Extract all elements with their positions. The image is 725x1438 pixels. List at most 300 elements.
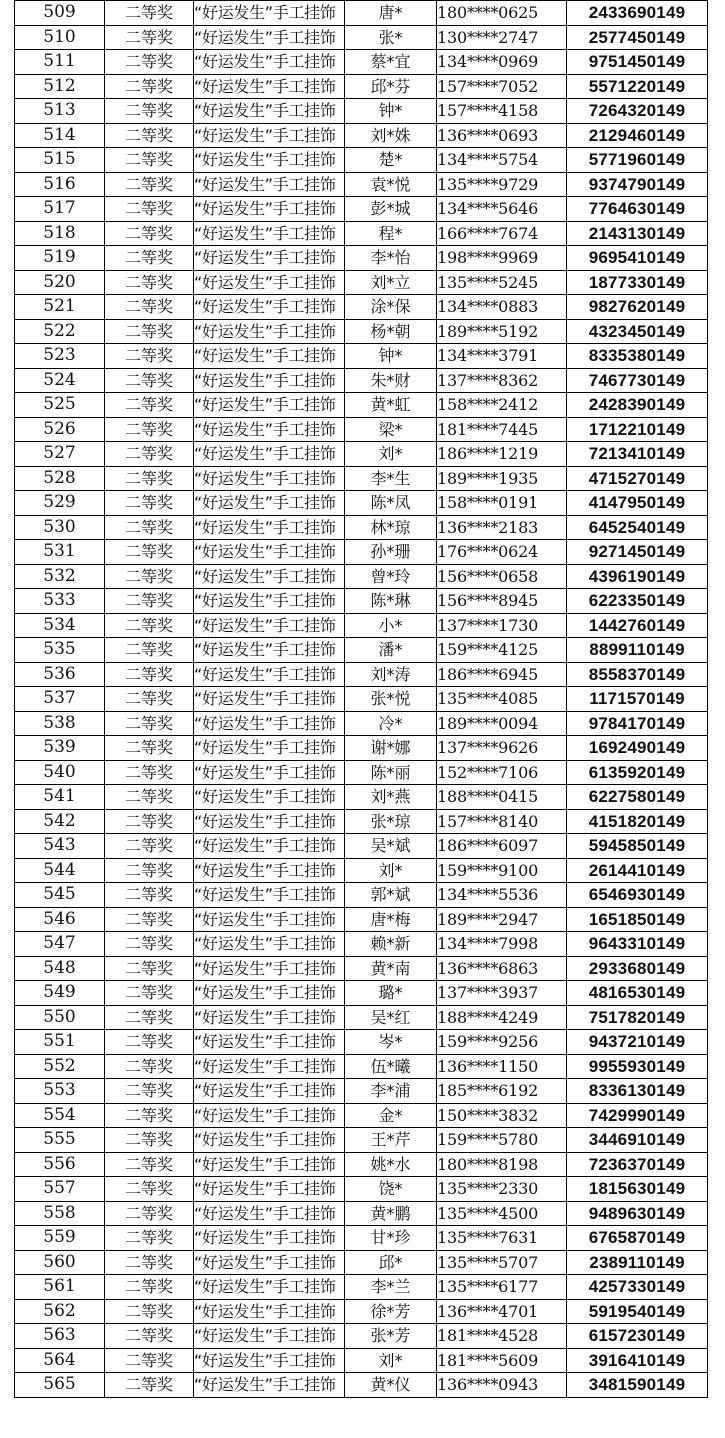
winner-name-cell: 李*怡 [345, 246, 437, 271]
phone-number-cell: 159****5780 [437, 1128, 567, 1153]
winner-name-cell: 伍*曦 [345, 1054, 437, 1079]
table-row [15, 785, 708, 810]
row-number-cell: 516 [15, 172, 105, 197]
winner-name-cell: 张* [345, 25, 437, 50]
prize-level-cell: 二等奖 [105, 564, 194, 589]
winner-name-cell: 黄*仪 [345, 1373, 437, 1398]
redemption-code-cell: 2433690149 [567, 1, 708, 26]
redemption-code-cell: 4257330149 [567, 1275, 708, 1300]
prize-level-cell: 二等奖 [105, 417, 194, 442]
table-row [15, 687, 708, 712]
table-row [15, 589, 708, 614]
prize-level-cell: 二等奖 [105, 1079, 194, 1104]
prize-level-cell: 二等奖 [105, 1348, 194, 1373]
winners-table [14, 0, 708, 1398]
phone-number-cell: 185****6192 [437, 1079, 567, 1104]
table-row [15, 25, 708, 50]
redemption-code-cell: 8558370149 [567, 662, 708, 687]
winner-name-cell: 刘*姝 [345, 123, 437, 148]
row-number-cell: 565 [15, 1373, 105, 1398]
phone-number-cell: 159****9256 [437, 1030, 567, 1055]
prize-name-cell: “好运发生”手工挂饰 [194, 246, 345, 271]
row-number-cell: 511 [15, 50, 105, 75]
phone-number-cell: 136****0693 [437, 123, 567, 148]
table-row [15, 344, 708, 369]
winner-name-cell: 徐*芳 [345, 1299, 437, 1324]
phone-number-cell: 157****7052 [437, 74, 567, 99]
row-number-cell: 538 [15, 711, 105, 736]
prize-name-cell: “好运发生”手工挂饰 [194, 1, 345, 26]
winner-name-cell: 程* [345, 221, 437, 246]
row-number-cell: 529 [15, 491, 105, 516]
phone-number-cell: 136****0943 [437, 1373, 567, 1398]
row-number-cell: 532 [15, 564, 105, 589]
table-row [15, 981, 708, 1006]
prize-level-cell: 二等奖 [105, 932, 194, 957]
table-row [15, 932, 708, 957]
prize-level-cell: 二等奖 [105, 1275, 194, 1300]
prize-name-cell: “好运发生”手工挂饰 [194, 295, 345, 320]
table-row [15, 1177, 708, 1202]
phone-number-cell: 130****2747 [437, 25, 567, 50]
prize-name-cell: “好运发生”手工挂饰 [194, 1152, 345, 1177]
phone-number-cell: 198****9969 [437, 246, 567, 271]
redemption-code-cell: 5945850149 [567, 834, 708, 859]
redemption-code-cell: 4147950149 [567, 491, 708, 516]
phone-number-cell: 136****6863 [437, 956, 567, 981]
row-number-cell: 552 [15, 1054, 105, 1079]
table-row [15, 466, 708, 491]
row-number-cell: 520 [15, 270, 105, 295]
phone-number-cell: 159****4125 [437, 638, 567, 663]
phone-number-cell: 134****7998 [437, 932, 567, 957]
prize-name-cell: “好运发生”手工挂饰 [194, 270, 345, 295]
row-number-cell: 562 [15, 1299, 105, 1324]
winner-name-cell: 吴*红 [345, 1005, 437, 1030]
row-number-cell: 553 [15, 1079, 105, 1104]
prize-level-cell: 二等奖 [105, 760, 194, 785]
table-row [15, 172, 708, 197]
row-number-cell: 513 [15, 99, 105, 124]
table-row [15, 1, 708, 26]
row-number-cell: 521 [15, 295, 105, 320]
phone-number-cell: 189****2947 [437, 907, 567, 932]
prize-level-cell: 二等奖 [105, 834, 194, 859]
prize-level-cell: 二等奖 [105, 956, 194, 981]
winner-name-cell: 唐*梅 [345, 907, 437, 932]
phone-number-cell: 181****7445 [437, 417, 567, 442]
redemption-code-cell: 4816530149 [567, 981, 708, 1006]
redemption-code-cell: 6135920149 [567, 760, 708, 785]
row-number-cell: 509 [15, 1, 105, 26]
table-row [15, 834, 708, 859]
phone-number-cell: 134****0969 [437, 50, 567, 75]
phone-number-cell: 156****0658 [437, 564, 567, 589]
phone-number-cell: 134****3791 [437, 344, 567, 369]
prize-level-cell: 二等奖 [105, 1054, 194, 1079]
row-number-cell: 512 [15, 74, 105, 99]
prize-level-cell: 二等奖 [105, 883, 194, 908]
redemption-code-cell: 9751450149 [567, 50, 708, 75]
phone-number-cell: 137****9626 [437, 736, 567, 761]
table-row [15, 221, 708, 246]
phone-number-cell: 186****6945 [437, 662, 567, 687]
table-row [15, 613, 708, 638]
table-row [15, 319, 708, 344]
prize-name-cell: “好运发生”手工挂饰 [194, 393, 345, 418]
redemption-code-cell: 3481590149 [567, 1373, 708, 1398]
redemption-code-cell: 2428390149 [567, 393, 708, 418]
phone-number-cell: 134****5646 [437, 197, 567, 222]
row-number-cell: 519 [15, 246, 105, 271]
redemption-code-cell: 1171570149 [567, 687, 708, 712]
table-row [15, 99, 708, 124]
winner-name-cell: 李*生 [345, 466, 437, 491]
table-row [15, 711, 708, 736]
prize-level-cell: 二等奖 [105, 1152, 194, 1177]
row-number-cell: 531 [15, 540, 105, 565]
phone-number-cell: 136****1150 [437, 1054, 567, 1079]
prize-name-cell: “好运发生”手工挂饰 [194, 221, 345, 246]
winner-name-cell: 梁* [345, 417, 437, 442]
row-number-cell: 545 [15, 883, 105, 908]
winner-name-cell: 陈*凤 [345, 491, 437, 516]
phone-number-cell: 135****6177 [437, 1275, 567, 1300]
prize-name-cell: “好运发生”手工挂饰 [194, 834, 345, 859]
prize-name-cell: “好运发生”手工挂饰 [194, 662, 345, 687]
prize-name-cell: “好运发生”手工挂饰 [194, 858, 345, 883]
phone-number-cell: 134****5754 [437, 148, 567, 173]
table-row [15, 907, 708, 932]
winner-name-cell: 邱*芬 [345, 74, 437, 99]
winner-name-cell: 张*悦 [345, 687, 437, 712]
row-number-cell: 535 [15, 638, 105, 663]
phone-number-cell: 181****5609 [437, 1348, 567, 1373]
redemption-code-cell: 4715270149 [567, 466, 708, 491]
redemption-code-cell: 2143130149 [567, 221, 708, 246]
table-row [15, 74, 708, 99]
redemption-code-cell: 1712210149 [567, 417, 708, 442]
winner-name-cell: 赖*新 [345, 932, 437, 957]
prize-name-cell: “好运发生”手工挂饰 [194, 809, 345, 834]
table-row [15, 417, 708, 442]
row-number-cell: 547 [15, 932, 105, 957]
table-row [15, 1152, 708, 1177]
phone-number-cell: 135****9729 [437, 172, 567, 197]
phone-number-cell: 134****0883 [437, 295, 567, 320]
phone-number-cell: 189****1935 [437, 466, 567, 491]
winner-name-cell: 涂*保 [345, 295, 437, 320]
redemption-code-cell: 8336130149 [567, 1079, 708, 1104]
row-number-cell: 528 [15, 466, 105, 491]
winner-name-cell: 冷* [345, 711, 437, 736]
redemption-code-cell: 5919540149 [567, 1299, 708, 1324]
row-number-cell: 541 [15, 785, 105, 810]
prize-level-cell: 二等奖 [105, 589, 194, 614]
prize-level-cell: 二等奖 [105, 1, 194, 26]
table-row [15, 809, 708, 834]
winner-name-cell: 黄*南 [345, 956, 437, 981]
prize-level-cell: 二等奖 [105, 393, 194, 418]
prize-level-cell: 二等奖 [105, 368, 194, 393]
prize-name-cell: “好运发生”手工挂饰 [194, 197, 345, 222]
row-number-cell: 554 [15, 1103, 105, 1128]
redemption-code-cell: 6452540149 [567, 515, 708, 540]
winner-name-cell: 彭*城 [345, 197, 437, 222]
winner-name-cell: 刘*燕 [345, 785, 437, 810]
prize-name-cell: “好运发生”手工挂饰 [194, 932, 345, 957]
winner-name-cell: 刘*涛 [345, 662, 437, 687]
prize-name-cell: “好运发生”手工挂饰 [194, 344, 345, 369]
redemption-code-cell: 5571220149 [567, 74, 708, 99]
table-row [15, 1299, 708, 1324]
redemption-code-cell: 6223350149 [567, 589, 708, 614]
phone-number-cell: 135****4500 [437, 1201, 567, 1226]
phone-number-cell: 186****6097 [437, 834, 567, 859]
prize-name-cell: “好运发生”手工挂饰 [194, 172, 345, 197]
row-number-cell: 551 [15, 1030, 105, 1055]
prize-name-cell: “好运发生”手工挂饰 [194, 956, 345, 981]
row-number-cell: 527 [15, 442, 105, 467]
redemption-code-cell: 2614410149 [567, 858, 708, 883]
prize-name-cell: “好运发生”手工挂饰 [194, 368, 345, 393]
prize-level-cell: 二等奖 [105, 1177, 194, 1202]
table-row [15, 662, 708, 687]
table-row [15, 393, 708, 418]
table-row [15, 1201, 708, 1226]
redemption-code-cell: 9374790149 [567, 172, 708, 197]
row-number-cell: 560 [15, 1250, 105, 1275]
prize-level-cell: 二等奖 [105, 638, 194, 663]
winner-name-cell: 小* [345, 613, 437, 638]
winner-name-cell: 曾*玲 [345, 564, 437, 589]
winner-name-cell: 甘*珍 [345, 1226, 437, 1251]
prize-level-cell: 二等奖 [105, 736, 194, 761]
prize-level-cell: 二等奖 [105, 1226, 194, 1251]
prize-name-cell: “好运发生”手工挂饰 [194, 1324, 345, 1349]
redemption-code-cell: 6765870149 [567, 1226, 708, 1251]
prize-name-cell: “好运发生”手工挂饰 [194, 1054, 345, 1079]
winner-name-cell: 唐* [345, 1, 437, 26]
row-number-cell: 557 [15, 1177, 105, 1202]
prize-name-cell: “好运发生”手工挂饰 [194, 638, 345, 663]
redemption-code-cell: 8335380149 [567, 344, 708, 369]
phone-number-cell: 158****2412 [437, 393, 567, 418]
winner-name-cell: 刘*立 [345, 270, 437, 295]
prize-name-cell: “好运发生”手工挂饰 [194, 687, 345, 712]
table-row [15, 1250, 708, 1275]
redemption-code-cell: 2129460149 [567, 123, 708, 148]
prize-level-cell: 二等奖 [105, 540, 194, 565]
prize-level-cell: 二等奖 [105, 809, 194, 834]
prize-level-cell: 二等奖 [105, 491, 194, 516]
winner-name-cell: 邱* [345, 1250, 437, 1275]
prize-name-cell: “好运发生”手工挂饰 [194, 1226, 345, 1251]
redemption-code-cell: 6227580149 [567, 785, 708, 810]
row-number-cell: 530 [15, 515, 105, 540]
prize-name-cell: “好运发生”手工挂饰 [194, 1079, 345, 1104]
phone-number-cell: 135****2330 [437, 1177, 567, 1202]
redemption-code-cell: 7764630149 [567, 197, 708, 222]
prize-level-cell: 二等奖 [105, 270, 194, 295]
winner-name-cell: 郭*斌 [345, 883, 437, 908]
prize-name-cell: “好运发生”手工挂饰 [194, 736, 345, 761]
redemption-code-cell: 5771960149 [567, 148, 708, 173]
prize-name-cell: “好运发生”手工挂饰 [194, 711, 345, 736]
table-row [15, 197, 708, 222]
winner-name-cell: 黄*鹏 [345, 1201, 437, 1226]
row-number-cell: 537 [15, 687, 105, 712]
winner-name-cell: 袁*悦 [345, 172, 437, 197]
winner-name-cell: 陈*琳 [345, 589, 437, 614]
redemption-code-cell: 8899110149 [567, 638, 708, 663]
prize-level-cell: 二等奖 [105, 197, 194, 222]
table-row [15, 442, 708, 467]
table-row [15, 760, 708, 785]
prize-name-cell: “好运发生”手工挂饰 [194, 589, 345, 614]
row-number-cell: 556 [15, 1152, 105, 1177]
phone-number-cell: 157****8140 [437, 809, 567, 834]
table-row [15, 123, 708, 148]
prize-name-cell: “好运发生”手工挂饰 [194, 99, 345, 124]
table-row [15, 883, 708, 908]
redemption-code-cell: 6546930149 [567, 883, 708, 908]
row-number-cell: 515 [15, 148, 105, 173]
phone-number-cell: 135****5707 [437, 1250, 567, 1275]
prize-level-cell: 二等奖 [105, 1299, 194, 1324]
prize-name-cell: “好运发生”手工挂饰 [194, 50, 345, 75]
prize-name-cell: “好运发生”手工挂饰 [194, 25, 345, 50]
redemption-code-cell: 1877330149 [567, 270, 708, 295]
prize-level-cell: 二等奖 [105, 1103, 194, 1128]
prize-name-cell: “好运发生”手工挂饰 [194, 148, 345, 173]
prize-name-cell: “好运发生”手工挂饰 [194, 1201, 345, 1226]
prize-level-cell: 二等奖 [105, 466, 194, 491]
phone-number-cell: 180****0625 [437, 1, 567, 26]
prize-name-cell: “好运发生”手工挂饰 [194, 1103, 345, 1128]
phone-number-cell: 135****4085 [437, 687, 567, 712]
prize-level-cell: 二等奖 [105, 858, 194, 883]
prize-name-cell: “好运发生”手工挂饰 [194, 123, 345, 148]
winner-name-cell: 岑* [345, 1030, 437, 1055]
row-number-cell: 526 [15, 417, 105, 442]
winner-name-cell: 饶* [345, 1177, 437, 1202]
redemption-code-cell: 7264320149 [567, 99, 708, 124]
redemption-code-cell: 4323450149 [567, 319, 708, 344]
table-row [15, 1079, 708, 1104]
phone-number-cell: 159****9100 [437, 858, 567, 883]
winner-name-cell: 张*芳 [345, 1324, 437, 1349]
winner-name-cell: 陈*丽 [345, 760, 437, 785]
winners-table-body [15, 1, 708, 1398]
prize-level-cell: 二等奖 [105, 515, 194, 540]
row-number-cell: 522 [15, 319, 105, 344]
prize-level-cell: 二等奖 [105, 785, 194, 810]
prize-level-cell: 二等奖 [105, 246, 194, 271]
winner-name-cell: 李*浦 [345, 1079, 437, 1104]
prize-level-cell: 二等奖 [105, 981, 194, 1006]
table-row [15, 368, 708, 393]
prize-name-cell: “好运发生”手工挂饰 [194, 1373, 345, 1398]
prize-level-cell: 二等奖 [105, 442, 194, 467]
phone-number-cell: 176****0624 [437, 540, 567, 565]
prize-level-cell: 二等奖 [105, 1201, 194, 1226]
phone-number-cell: 188****0415 [437, 785, 567, 810]
row-number-cell: 523 [15, 344, 105, 369]
phone-number-cell: 137****8362 [437, 368, 567, 393]
table-row [15, 148, 708, 173]
prize-name-cell: “好运发生”手工挂饰 [194, 417, 345, 442]
prize-name-cell: “好运发生”手工挂饰 [194, 319, 345, 344]
winner-name-cell: 林*琼 [345, 515, 437, 540]
prize-level-cell: 二等奖 [105, 25, 194, 50]
winner-name-cell: 姚*水 [345, 1152, 437, 1177]
table-row [15, 736, 708, 761]
prize-level-cell: 二等奖 [105, 1030, 194, 1055]
phone-number-cell: 166****7674 [437, 221, 567, 246]
winner-name-cell: 张*琼 [345, 809, 437, 834]
phone-number-cell: 150****3832 [437, 1103, 567, 1128]
redemption-code-cell: 1815630149 [567, 1177, 708, 1202]
redemption-code-cell: 3916410149 [567, 1348, 708, 1373]
redemption-code-cell: 2577450149 [567, 25, 708, 50]
prize-level-cell: 二等奖 [105, 1005, 194, 1030]
winner-name-cell: 蔡*宜 [345, 50, 437, 75]
row-number-cell: 517 [15, 197, 105, 222]
prize-level-cell: 二等奖 [105, 99, 194, 124]
phone-number-cell: 189****0094 [437, 711, 567, 736]
redemption-code-cell: 2389110149 [567, 1250, 708, 1275]
phone-number-cell: 135****7631 [437, 1226, 567, 1251]
winner-name-cell: 朱*财 [345, 368, 437, 393]
winner-name-cell: 潘* [345, 638, 437, 663]
redemption-code-cell: 1692490149 [567, 736, 708, 761]
phone-number-cell: 158****0191 [437, 491, 567, 516]
winner-name-cell: 谢*娜 [345, 736, 437, 761]
redemption-code-cell: 9695410149 [567, 246, 708, 271]
redemption-code-cell: 3446910149 [567, 1128, 708, 1153]
winner-name-cell: 刘* [345, 442, 437, 467]
prize-name-cell: “好运发生”手工挂饰 [194, 1299, 345, 1324]
table-row [15, 50, 708, 75]
prize-level-cell: 二等奖 [105, 172, 194, 197]
row-number-cell: 542 [15, 809, 105, 834]
table-row [15, 1030, 708, 1055]
row-number-cell: 564 [15, 1348, 105, 1373]
prize-level-cell: 二等奖 [105, 687, 194, 712]
table-row [15, 1324, 708, 1349]
phone-number-cell: 136****2183 [437, 515, 567, 540]
row-number-cell: 555 [15, 1128, 105, 1153]
prize-name-cell: “好运发生”手工挂饰 [194, 1128, 345, 1153]
redemption-code-cell: 9955930149 [567, 1054, 708, 1079]
row-number-cell: 540 [15, 760, 105, 785]
prize-level-cell: 二等奖 [105, 907, 194, 932]
row-number-cell: 544 [15, 858, 105, 883]
phone-number-cell: 136****4701 [437, 1299, 567, 1324]
redemption-code-cell: 6157230149 [567, 1324, 708, 1349]
winner-name-cell: 黄*虹 [345, 393, 437, 418]
prize-level-cell: 二等奖 [105, 711, 194, 736]
row-number-cell: 525 [15, 393, 105, 418]
winner-name-cell: 钟* [345, 99, 437, 124]
prize-name-cell: “好运发生”手工挂饰 [194, 564, 345, 589]
redemption-code-cell: 7213410149 [567, 442, 708, 467]
winner-name-cell: 楚* [345, 148, 437, 173]
phone-number-cell: 180****8198 [437, 1152, 567, 1177]
table-row [15, 858, 708, 883]
redemption-code-cell: 9271450149 [567, 540, 708, 565]
